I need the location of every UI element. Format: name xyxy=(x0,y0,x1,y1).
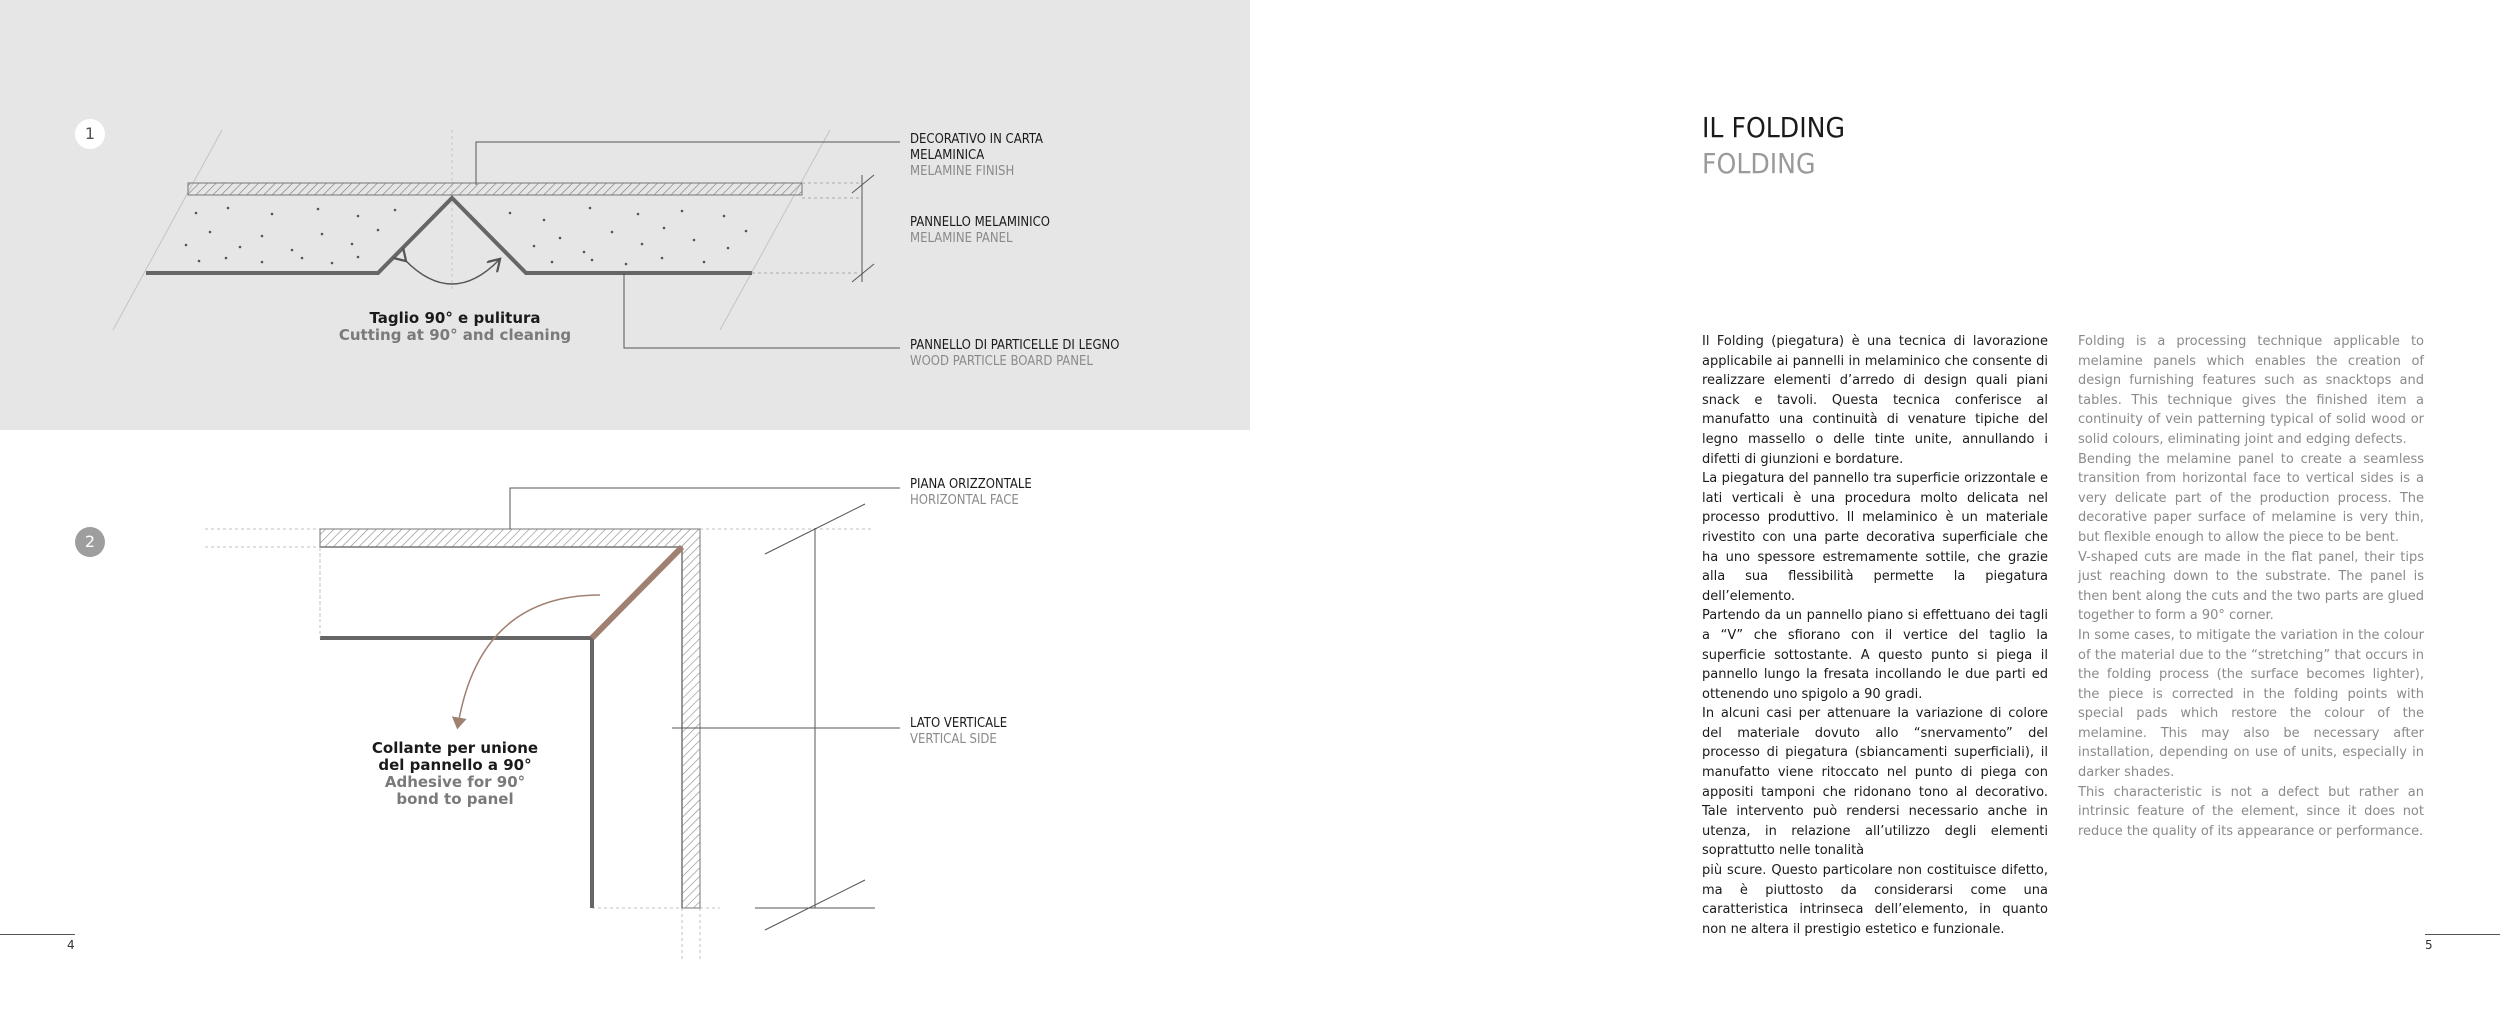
paragraph-en: In some cases, to mitigate the variation in the colour of the material due to the “stretching” that occurs in the folding process (the surface becomes lighter), the piece is corrected in the folding points with special pads which restore the colour of the melamine. This may also be necessary after installation, depending on use of units, especially in darker shades. xyxy=(2078,627,2424,781)
step-2-badge: 2 xyxy=(75,527,105,557)
callout-melamine-panel-it: PANNELLO MELAMINICO xyxy=(910,215,1050,230)
callout-melamine-panel-en: MELAMINE PANEL xyxy=(910,231,1013,246)
leader-particle-board xyxy=(624,273,900,348)
callout-particle-board xyxy=(910,338,1230,370)
page-number-left: 4 xyxy=(67,938,75,952)
paragraph-it: In alcuni casi per attenuare la variazione di colore del materiale dovuto allo “snervamento” del processo di piegatura (sbiancamenti superficiali), il manufatto viene ritoccato nel punto di piega con appositi tamponi che ridonano tono al decorativo. Tale intervento può rendersi necessario anche in utenza, in relazione all’utilizzo degli elementi soprattutto nelle tonalità xyxy=(1702,706,2048,859)
page-title xyxy=(1702,110,1845,182)
paragraph-it: La piegatura del pannello tra superficie orizzontale e lati verticali è una procedura molto delicata nel processo produttivo. Il melaminico è un materiale rivestito con una parte decorativa superficiale che ha uno spessore estremamente sottile, che grazie alla sua flessibilità permette la piegatura dell’elemento. xyxy=(1702,471,2048,604)
callout-vertical-side xyxy=(910,716,1170,748)
step-1-badge: 1 xyxy=(75,119,105,149)
callout-vertical-side-it: LATO VERTICALE xyxy=(910,716,1008,731)
body-column-italian xyxy=(1702,332,2048,939)
callout-particle-board-it: PANNELLO DI PARTICELLE DI LEGNO xyxy=(910,338,1120,353)
glue-arrow xyxy=(458,595,600,725)
leader-decorative xyxy=(476,142,900,185)
paragraph-en: Bending the melamine panel to create a seamless transition from horizontal face to vertical sides is a very delicate part of the production process. The decorative paper surface of melamine is very thin, but flexible enough to allow the piece to be bent. xyxy=(2078,451,2424,545)
caption-cut-en: Cutting at 90° and cleaning xyxy=(338,326,572,344)
callout-decorative-en: MELAMINE FINISH xyxy=(910,164,1015,179)
callout-horizontal-face xyxy=(910,477,1170,509)
particle-texture xyxy=(185,207,748,266)
callout-vertical-side-en: VERTICAL SIDE xyxy=(910,732,997,747)
body-column-english xyxy=(2078,332,2424,841)
paragraph-en: V-shaped cuts are made in the flat panel, their tips just reaching down to the substrate. The panel is then bent along the cuts and the two parts are glued together to form a 90° corner. xyxy=(2078,549,2424,624)
caption-glue-en: Adhesive for 90° bond to panel xyxy=(384,773,526,808)
glue-joint xyxy=(592,547,682,638)
callout-horizontal-face-it: PIANA ORIZZONTALE xyxy=(910,477,1032,492)
leader-horizontal-face xyxy=(510,488,900,529)
v-cut-panel-outline xyxy=(146,198,752,273)
title-en: FOLDING xyxy=(1702,147,1816,180)
page-number-right: 5 xyxy=(2425,938,2433,952)
melamine-finish-layer xyxy=(188,183,802,195)
callout-particle-board-en: WOOD PARTICLE BOARD PANEL xyxy=(910,354,1093,369)
paragraph-it: Il Folding (piegatura) è una tecnica di lavorazione applicabile ai pannelli in melaminico che consente di realizzare elementi d’arredo di design quali piani snack e tavoli. Questa tecnica conferisce al manufatto una continuità di venature tipiche del legno massello o delle tinte unite, annullando i difetti di giunzioni e bordature. xyxy=(1702,334,2048,467)
callout-decorative-it: DECORATIVO IN CARTA MELAMINICA xyxy=(910,132,1044,163)
paragraph-it: più scure. Questo particolare non costituisce difetto, ma è piuttosto da considerarsi come una caratteristica intrinseca dell’elemento, in quanto non ne altera il prestigio estetico e funzionale. xyxy=(1702,863,2048,937)
title-it: IL FOLDING xyxy=(1702,111,1845,144)
paragraph-en: This characteristic is not a defect but rather an intrinsic feature of the element, since it does not reduce the quality of its appearance or performance. xyxy=(2078,784,2424,839)
caption-glue xyxy=(365,740,545,808)
page-rule-left xyxy=(0,934,75,935)
caption-glue-it: Collante per unione del pannello a 90° xyxy=(371,739,539,774)
right-page xyxy=(1250,0,2500,1009)
caption-cut xyxy=(315,310,595,344)
callout-decorative xyxy=(910,132,1110,180)
paragraph-en: Folding is a processing technique applicable to melamine panels which enables the creation of design furnishing features such as snacktops and tables. This technique gives the finished item a continuity of vein patterning typical of solid wood or solid colours, eliminating joint and edging defects. xyxy=(2078,334,2424,447)
caption-cut-it: Taglio 90° e pulitura xyxy=(369,309,541,327)
page-rule-right xyxy=(2425,934,2500,935)
paragraph-it: Partendo da un pannello piano si effettuano dei tagli a “V” che sfiorano con il vertice del taglio la superficie sottostante. A questo punto si piega il pannello lungo la fresata incollando le due parti ed ottenendo uno spigolo a 90 gradi. xyxy=(1702,608,2048,702)
callout-horizontal-face-en: HORIZONTAL FACE xyxy=(910,493,1019,508)
callout-melamine-panel xyxy=(910,215,1170,247)
